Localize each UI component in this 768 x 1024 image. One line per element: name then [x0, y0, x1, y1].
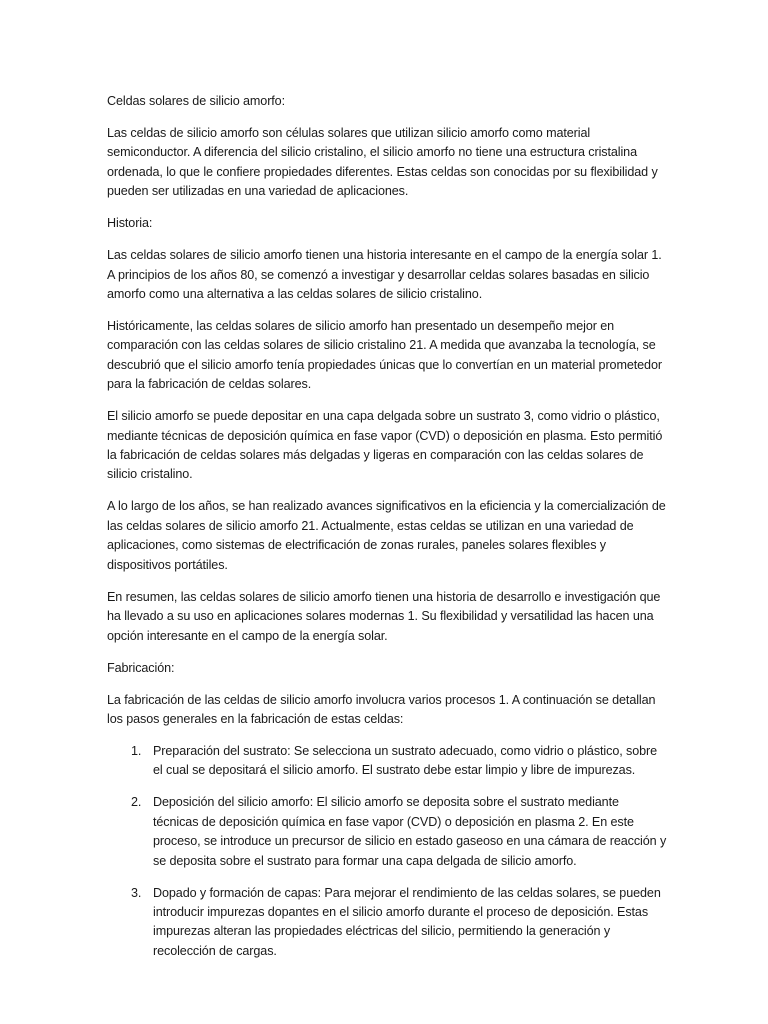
fabrication-steps-list — [107, 742, 667, 961]
step-number: 2. — [131, 795, 142, 810]
intro-paragraph: Las celdas de silicio amorfo son células solares que utilizan silicio amorfo como material semiconductor. A diferencia del silicio cristalino, el silicio amorfo no tiene una estructura cristalina ordenada, lo que le confiere propiedades diferentes. Estas celdas son conocidas por su flexibilidad y pueden ser utilizadas en una variedad de aplicaciones. — [107, 126, 658, 199]
history-paragraph: A lo largo de los años, se han realizado avances significativos en la eficiencia y la comercialización de las celdas solares de silicio amorfo 21. Actualmente, estas celdas se utilizan en una variedad de aplicaciones, como sistemas de electrificación de zonas rurales, paneles solares flexibles y dispositivos portátiles. — [107, 499, 666, 572]
fabrication-intro: La fabricación de las celdas de silicio amorfo involucra varios procesos 1. A continuación se detallan los pasos generales en la fabricación de estas celdas: — [107, 692, 656, 726]
document-title: Celdas solares de silicio amorfo: — [107, 94, 285, 108]
step-text: Deposición del silicio amorfo: El silicio amorfo se deposita sobre el sustrato mediante técnicas de deposición química en fase vapor (CVD) o deposición en plasma 2. En este proceso, se introduce un precursor de silicio en estado gaseoso en una cámara de reacción y se deposita sobre el sustrato para formar una capa delgada de silicio amorfo. — [153, 795, 667, 868]
history-heading: Historia: — [107, 216, 153, 231]
history-paragraph: Las celdas solares de silicio amorfo tienen una historia interesante en el campo de la energía solar 1. A principios de los años 80, se comenzó a investigar y desarrollar celdas solares basadas en silicio amorfo como una alternativa a las celdas solares de silicio cristalino. — [107, 248, 662, 302]
list-item — [107, 793, 667, 871]
step-number: 3. — [131, 885, 142, 900]
history-paragraph: El silicio amorfo se puede depositar en una capa delgada sobre un sustrato 3, como vidrio o plástico, mediante técnicas de deposición química en fase vapor (CVD) o deposición en plasma. Esto permitió la fabricación de celdas solares más delgadas y ligeras en comparación con las celdas solares de silicio cristalino. — [107, 409, 663, 482]
step-number: 1. — [131, 743, 142, 758]
history-paragraph: Históricamente, las celdas solares de silicio amorfo han presentado un desempeño mejor en comparación con las celdas solares de silicio cristalino 21. A medida que avanzaba la tecnología, se descubrió que el silicio amorfo tenía propiedades únicas que lo convertían en un material prometedor para la fabricación de celdas solares. — [107, 319, 662, 392]
step-text: Dopado y formación de capas: Para mejorar el rendimiento de las celdas solares, se pueden introducir impurezas dopantes en el silicio amorfo durante el proceso de deposición. Estas impurezas alteran las propiedades eléctricas del silicio, permitiendo la generación y recolección de cargas. — [153, 885, 661, 958]
history-paragraph: En resumen, las celdas solares de silicio amorfo tienen una historia de desarrollo e investigación que ha llevado a su uso en aplicaciones solares modernas 1. Su flexibilidad y versatilidad las hacen una opción interesante en el campo de la energía solar. — [107, 589, 661, 643]
list-item — [107, 742, 667, 781]
list-item — [107, 884, 667, 962]
step-text: Preparación del sustrato: Se selecciona un sustrato adecuado, como vidrio o plástico, sobre el cual se depositará el silicio amorfo. El sustrato debe estar limpio y libre de impurezas. — [153, 743, 658, 778]
document-page — [107, 92, 667, 974]
fabrication-heading: Fabricación: — [107, 660, 175, 675]
